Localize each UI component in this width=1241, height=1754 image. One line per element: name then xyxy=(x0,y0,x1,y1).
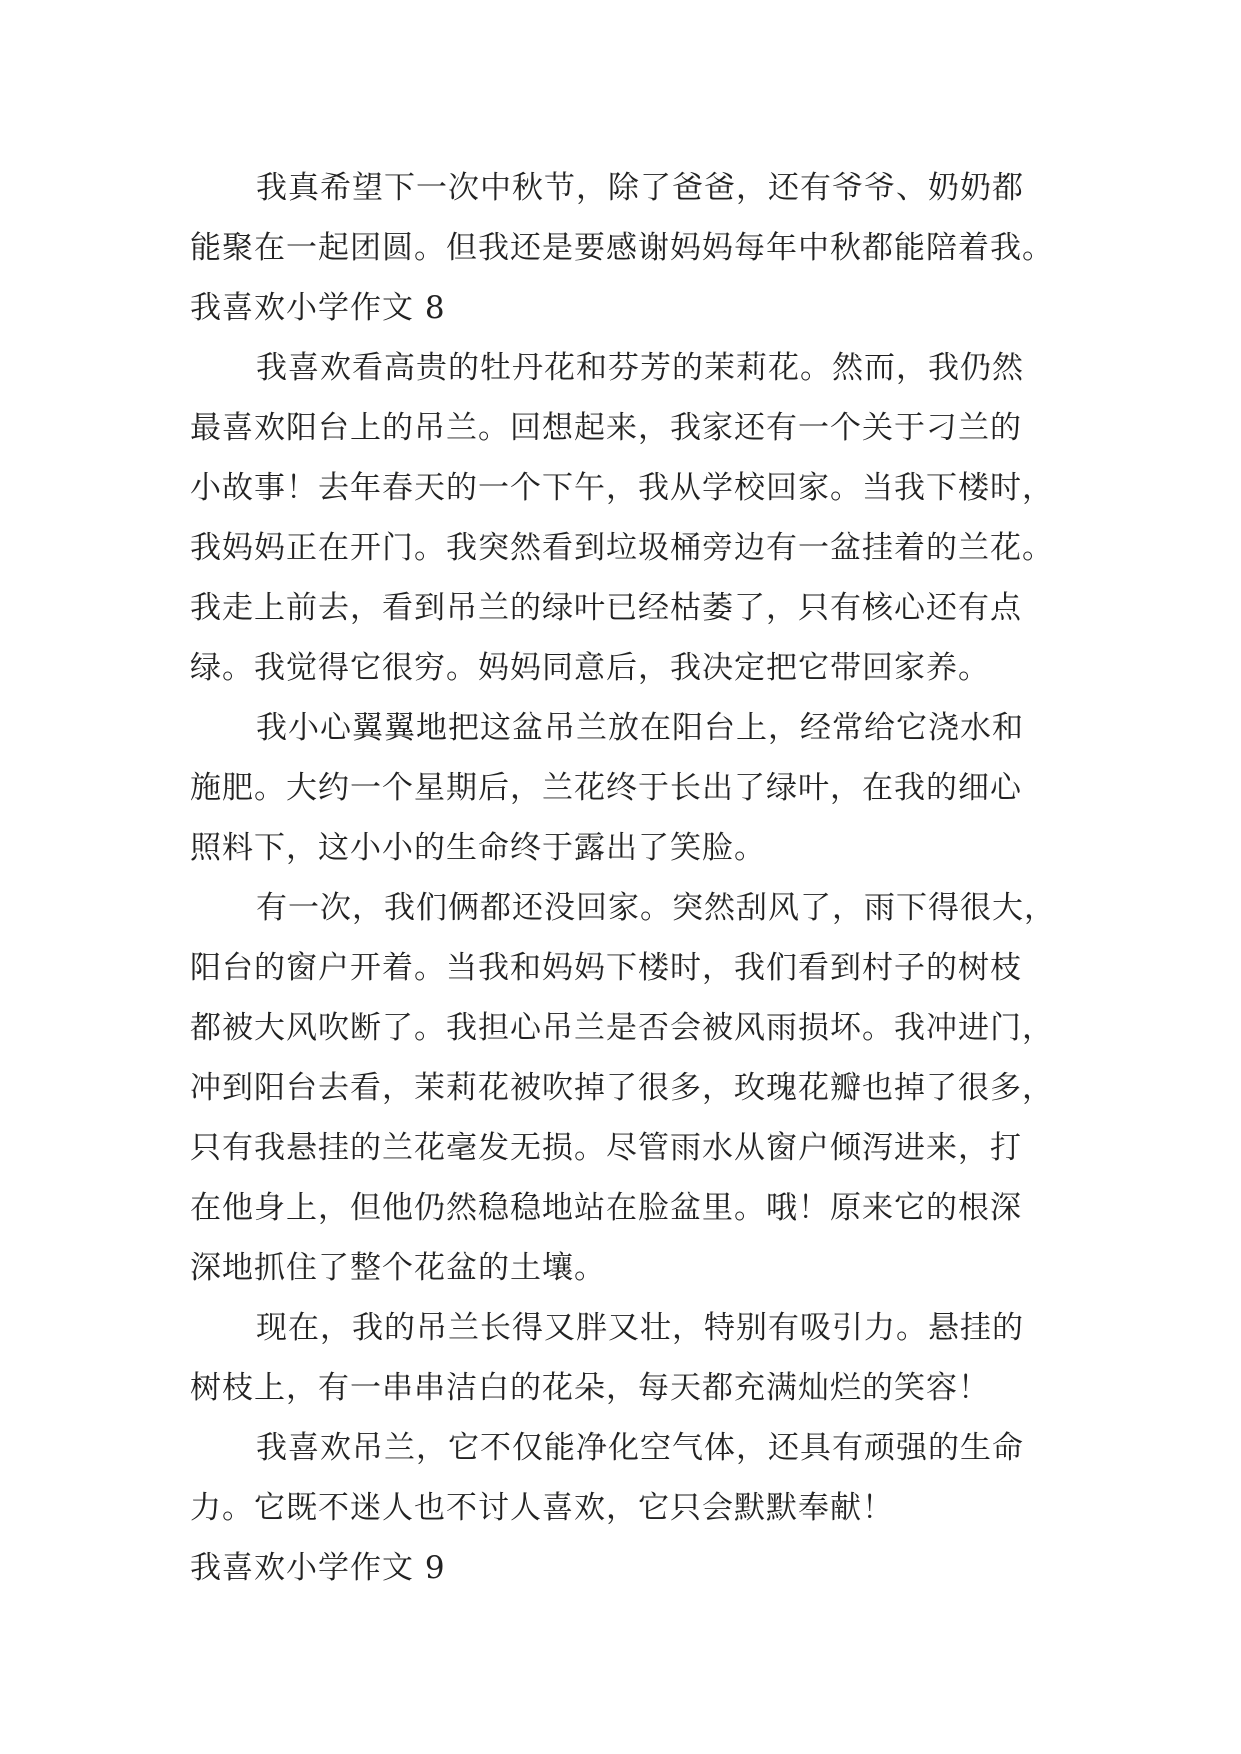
paragraph-line: 力。它既不迷人也不讨人喜欢，它只会默默奉献！ xyxy=(190,1490,894,1526)
paragraph-line: 我喜欢看高贵的牡丹花和芬芳的茉莉花。然而，我仍然 xyxy=(256,350,1024,386)
paragraph-line: 我真希望下一次中秋节，除了爸爸，还有爷爷、奶奶都 xyxy=(256,170,1024,206)
paragraph-line: 冲到阳台去看，茉莉花被吹掉了很多，玫瑰花瓣也掉了很多， xyxy=(190,1070,1054,1106)
paragraph-line: 树枝上，有一串串洁白的花朵，每天都充满灿烂的笑容！ xyxy=(190,1370,990,1406)
paragraph-line: 我喜欢吊兰，它不仅能净化空气体，还具有顽强的生命 xyxy=(256,1430,1024,1466)
paragraph-line: 现在，我的吊兰长得又胖又壮，特别有吸引力。悬挂的 xyxy=(256,1310,1024,1346)
paragraph-line: 阳台的窗户开着。当我和妈妈下楼时，我们看到村子的树枝 xyxy=(190,950,1022,986)
paragraph-line: 绿。我觉得它很穷。妈妈同意后，我决定把它带回家养。 xyxy=(190,650,990,686)
paragraph-line: 最喜欢阳台上的吊兰。回想起来，我家还有一个关于刁兰的 xyxy=(190,410,1022,446)
paragraph-line: 照料下，这小小的生命终于露出了笑脸。 xyxy=(190,830,766,866)
document-body xyxy=(190,158,1080,1598)
section-heading: 我喜欢小学作文 9 xyxy=(190,1550,446,1586)
paragraph-line: 能聚在一起团圆。但我还是要感谢妈妈每年中秋都能陪着我。 xyxy=(190,230,1054,266)
paragraph-line: 我妈妈正在开门。我突然看到垃圾桶旁边有一盆挂着的兰花。 xyxy=(190,530,1054,566)
paragraph-line: 施肥。大约一个星期后，兰花终于长出了绿叶，在我的细心 xyxy=(190,770,1022,806)
paragraph-line: 都被大风吹断了。我担心吊兰是否会被风雨损坏。我冲进门， xyxy=(190,1010,1054,1046)
paragraph-line: 有一次，我们俩都还没回家。突然刮风了，雨下得很大， xyxy=(256,890,1056,926)
paragraph-line: 深地抓住了整个花盆的土壤。 xyxy=(190,1250,606,1286)
paragraph-line: 在他身上，但他仍然稳稳地站在脸盆里。哦！原来它的根深 xyxy=(190,1190,1022,1226)
paragraph-line: 只有我悬挂的兰花毫发无损。尽管雨水从窗户倾泻进来，打 xyxy=(190,1130,1022,1166)
paragraph-line: 我走上前去，看到吊兰的绿叶已经枯萎了，只有核心还有点 xyxy=(190,590,1022,626)
paragraph-line: 我小心翼翼地把这盆吊兰放在阳台上，经常给它浇水和 xyxy=(256,710,1024,746)
section-heading: 我喜欢小学作文 8 xyxy=(190,290,446,326)
paragraph-line: 小故事！去年春天的一个下午，我从学校回家。当我下楼时， xyxy=(190,470,1054,506)
